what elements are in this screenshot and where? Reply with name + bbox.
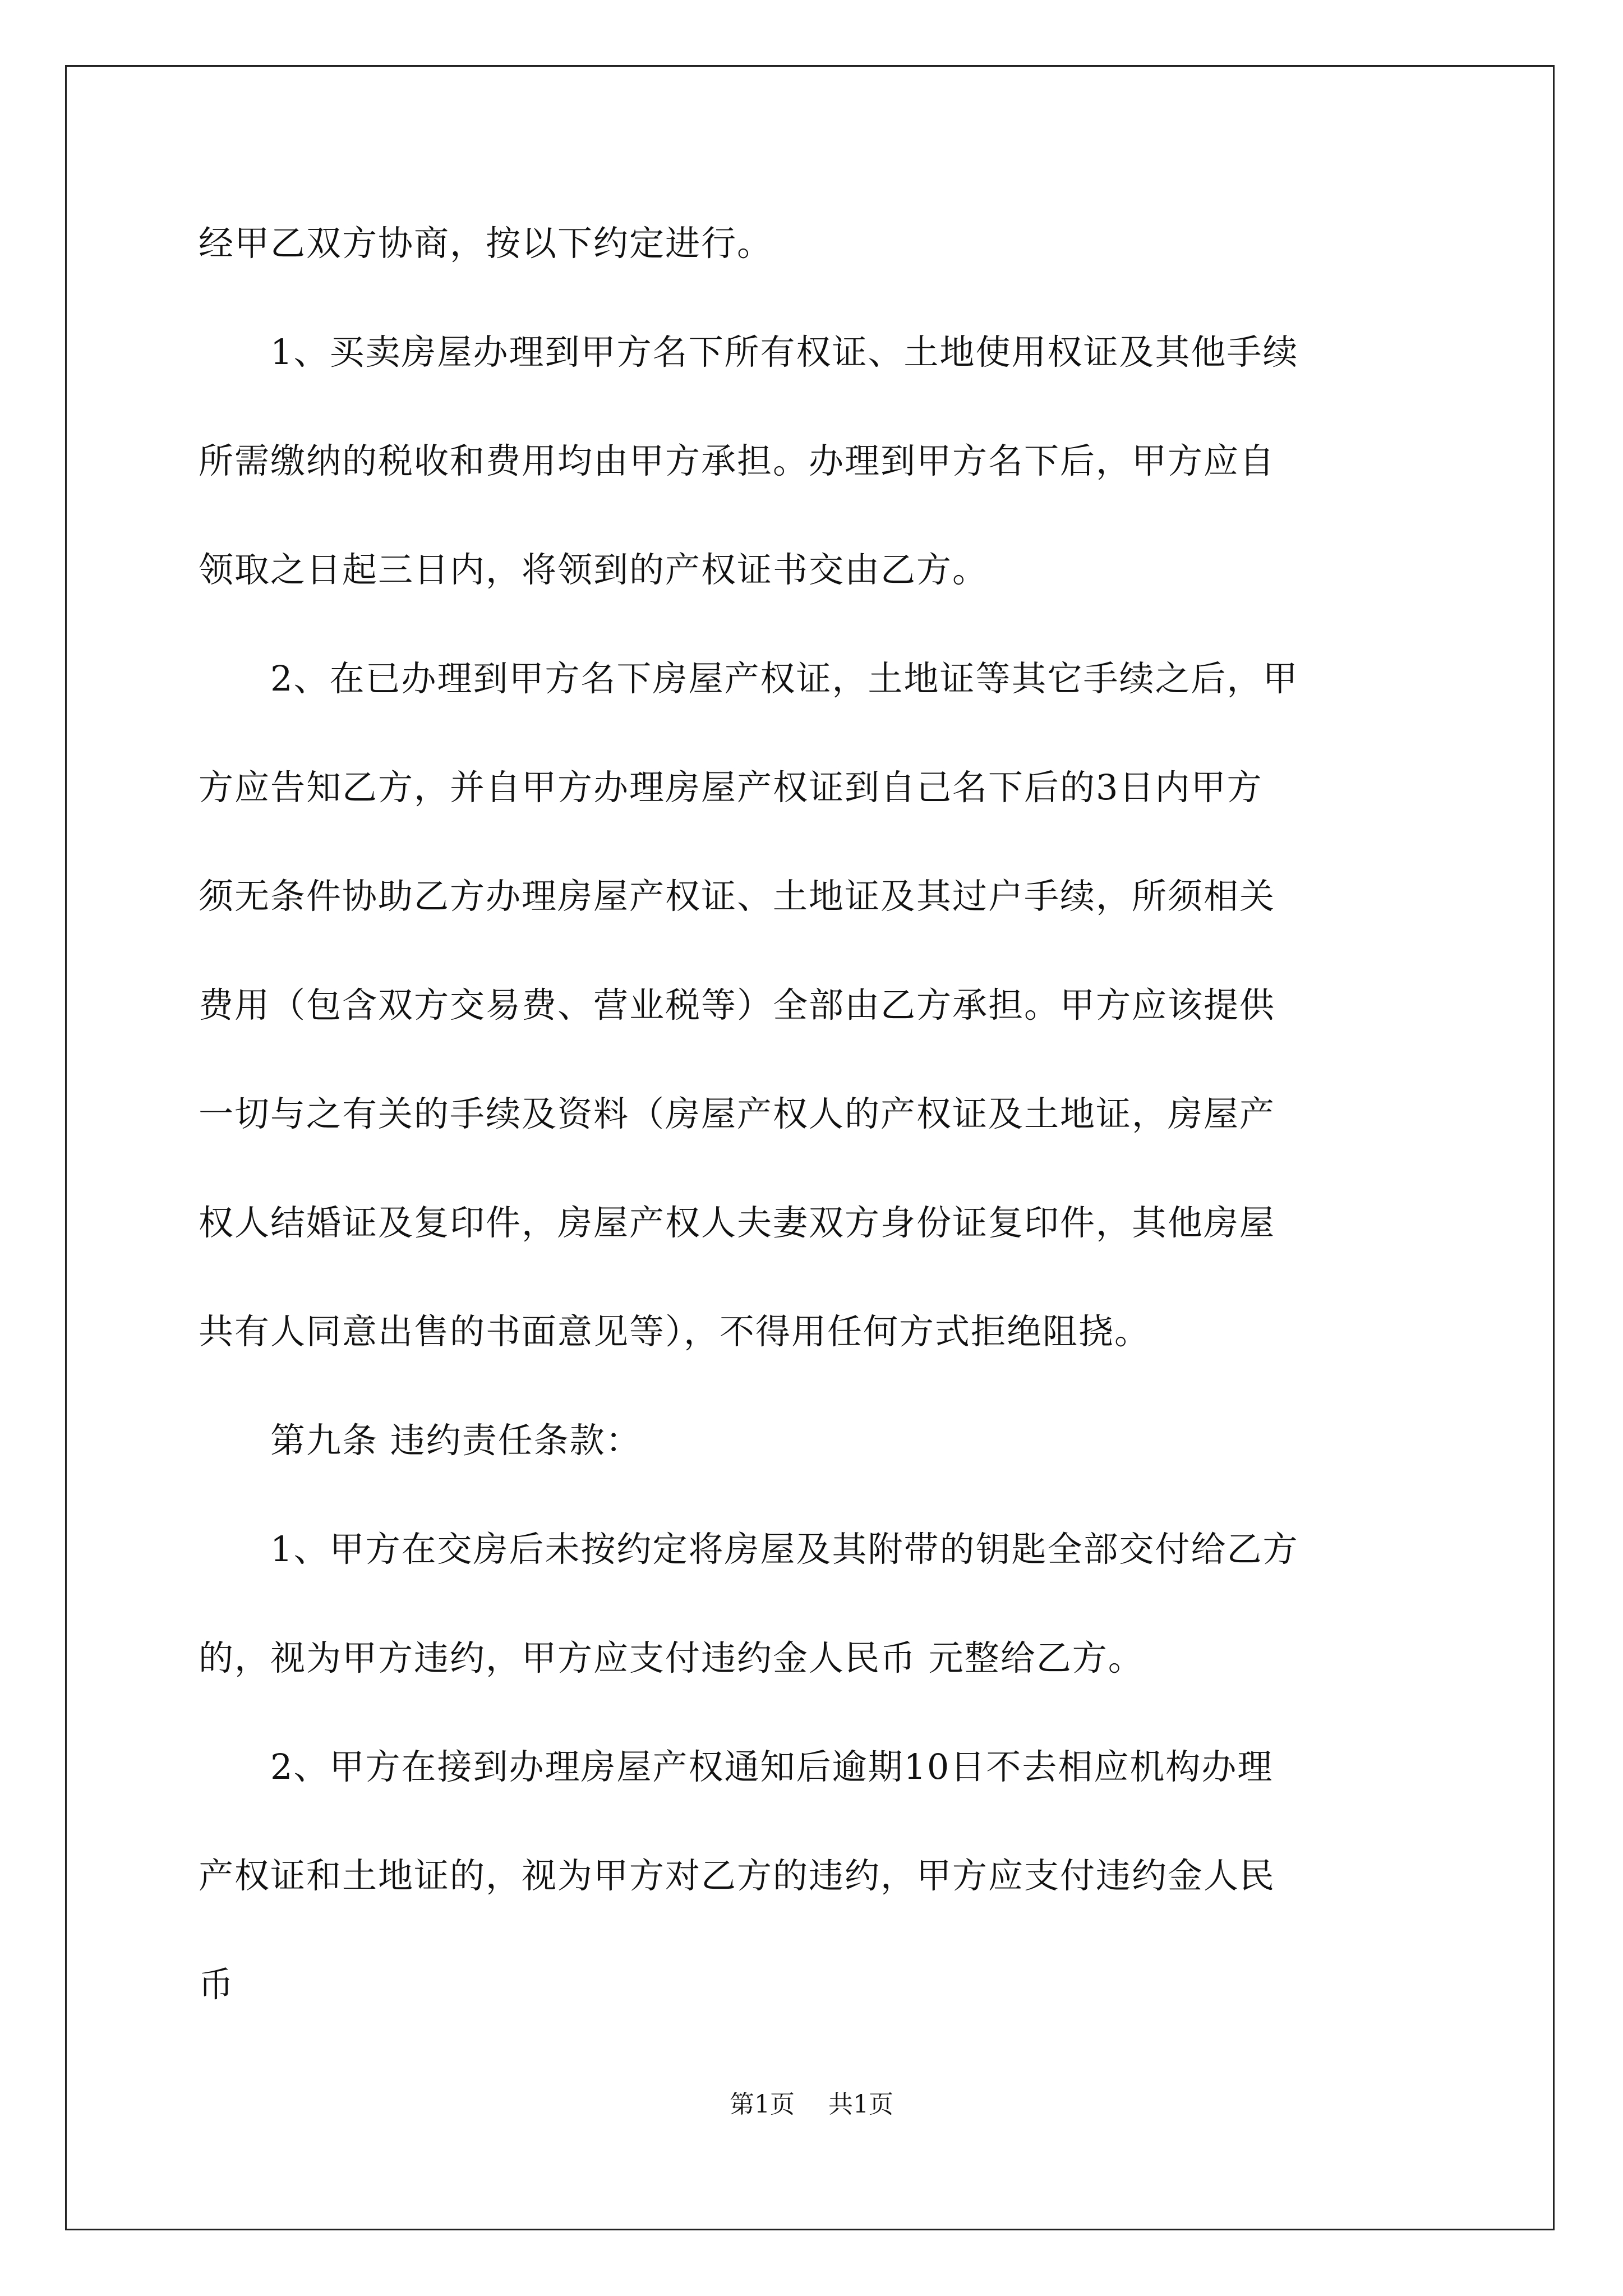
text-line: 须无条件协助乙方办理房屋产权证、土地证及其过户手续，所须相关 bbox=[199, 876, 1276, 917]
text-line: 2、甲方在接到办理房屋产权通知后逾期10日不去相应机构办理 bbox=[270, 1746, 1274, 1787]
page-footer bbox=[0, 2088, 1623, 2122]
text-line: 2、在已办理到甲方名下房屋产权证，土地证等其它手续之后，甲 bbox=[270, 658, 1299, 699]
text-line: 1、甲方在交房后未按约定将房屋及其附带的钥匙全部交付给乙方 bbox=[270, 1529, 1299, 1570]
text-line: 产权证和土地证的，视为甲方对乙方的违约，甲方应支付违约金人民 bbox=[199, 1855, 1276, 1896]
text-line: 经甲乙双方协商，按以下约定进行。 bbox=[199, 223, 773, 264]
text-line: 权人结婚证及复印件，房屋产权人夫妻双方身份证复印件，其他房屋 bbox=[199, 1202, 1276, 1243]
text-line: 币 bbox=[199, 1964, 235, 2005]
text-line: 一切与之有关的手续及资料（房屋产权人的产权证及土地证，房屋产 bbox=[199, 1093, 1276, 1134]
section-heading: 第九条 违约责任条款： bbox=[270, 1420, 642, 1461]
text-line: 方应告知乙方，并自甲方办理房屋产权证到自己名下后的3日内甲方 bbox=[199, 767, 1263, 808]
text-line: 领取之日起三日内，将领到的产权证书交由乙方。 bbox=[199, 549, 989, 590]
text-line: 共有人同意出售的书面意见等），不得用任何方式拒绝阻挠。 bbox=[199, 1311, 1151, 1352]
text-line: 费用（包含双方交易费、营业税等）全部由乙方承担。甲方应该提供 bbox=[199, 984, 1276, 1025]
page-total: 共1页 bbox=[828, 2090, 893, 2119]
text-line: 的，视为甲方违约，甲方应支付违约金人民币 元整给乙方。 bbox=[199, 1637, 1144, 1678]
page-border bbox=[65, 65, 1555, 2230]
text-line: 1、买卖房屋办理到甲方名下所有权证、土地使用权证及其他手续 bbox=[270, 332, 1299, 372]
page-number: 第1页 bbox=[730, 2090, 795, 2119]
text-line: 所需缴纳的税收和费用均由甲方承担。办理到甲方名下后，甲方应自 bbox=[199, 440, 1276, 481]
